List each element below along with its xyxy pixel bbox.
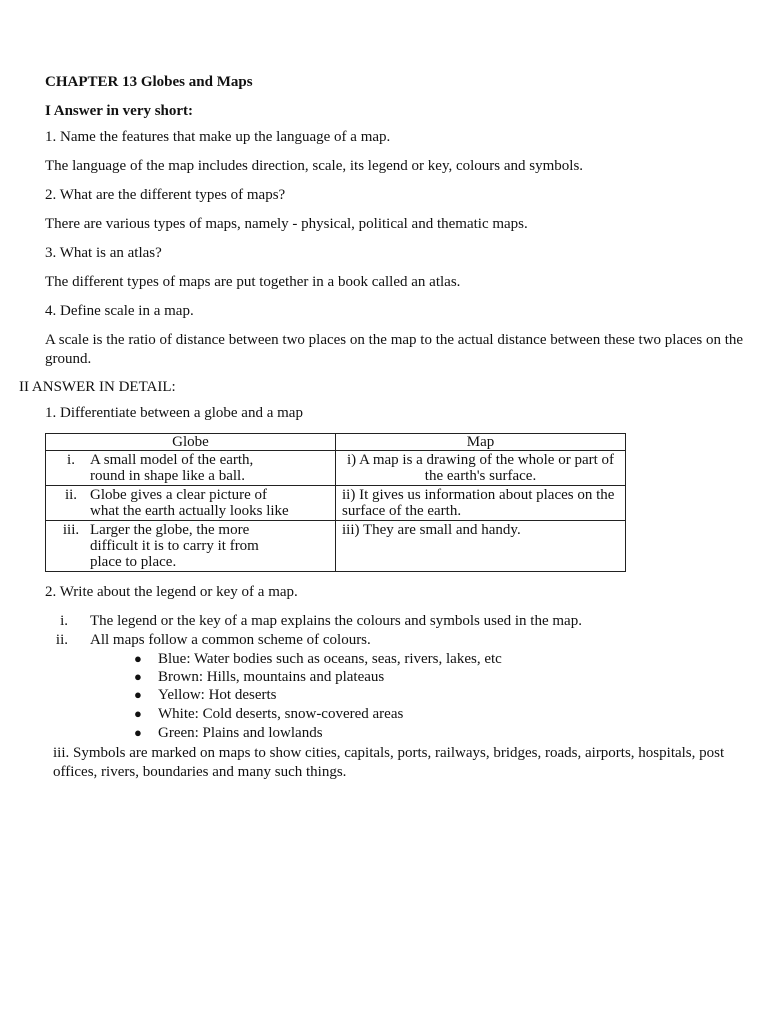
- table-cell-globe: [46, 486, 336, 521]
- globe-map-table: [45, 433, 626, 572]
- table-row: [46, 486, 626, 521]
- row-number: ii.: [64, 487, 78, 503]
- colour-item: White: Cold deserts, snow-covered areas: [158, 706, 404, 722]
- globe-text: Larger the globe, the more difficult it is to carry it from place to place.: [90, 522, 259, 570]
- colour-item: Yellow: Hot deserts: [158, 687, 277, 703]
- detail-question-2: 2. Write about the legend or key of a map.: [45, 584, 298, 600]
- answer-3: The different types of maps are put together in a book called an atlas.: [45, 274, 461, 290]
- bullet-icon: ●: [134, 725, 142, 740]
- table-cell-globe: [46, 521, 336, 572]
- table-cell-map: iii) They are small and handy.: [336, 521, 626, 572]
- table-cell-map: i) A map is a drawing of the whole or part of the earth's surface.: [336, 451, 626, 486]
- globe-text: A small model of the earth, round in shape like a ball.: [90, 452, 254, 484]
- detail-question-1: 1. Differentiate between a globe and a map: [45, 405, 303, 421]
- point-number: i.: [60, 613, 68, 629]
- section1-heading: I Answer in very short:: [45, 103, 194, 119]
- question-1: 1. Name the features that make up the language of a map.: [45, 129, 391, 145]
- colour-item: Blue: Water bodies such as oceans, seas, rivers, lakes, etc: [158, 651, 502, 667]
- table-header-globe: Globe: [46, 434, 336, 451]
- table-header-map: Map: [336, 434, 626, 451]
- point-number: ii.: [55, 632, 68, 648]
- row-number: iii.: [62, 522, 80, 538]
- bullet-icon: ●: [134, 669, 142, 684]
- question-3: 3. What is an atlas?: [45, 245, 162, 261]
- point-text: The legend or the key of a map explains the colours and symbols used in the map.: [90, 613, 582, 629]
- table-header-row: [46, 434, 626, 451]
- colour-item: Brown: Hills, mountains and plateaus: [158, 669, 385, 685]
- question-2: 2. What are the different types of maps?: [45, 187, 286, 203]
- point-text: All maps follow a common scheme of colours.: [90, 632, 371, 648]
- bullet-icon: ●: [134, 706, 142, 721]
- section2-heading: II ANSWER IN DETAIL:: [19, 379, 176, 395]
- table-row: [46, 451, 626, 486]
- point-3: iii. Symbols are marked on maps to show cities, capitals, ports, railways, bridges, roads, airports, hospitals, post offices, rivers, boundaries and many such things.: [53, 745, 725, 780]
- bullet-icon: ●: [134, 651, 142, 666]
- answer-1: The language of the map includes direction, scale, its legend or key, colours and symbols.: [45, 158, 584, 174]
- answer-2: There are various types of maps, namely - physical, political and thematic maps.: [45, 216, 528, 232]
- answer-4: A scale is the ratio of distance between two places on the map to the actual distance between these two places on the ground.: [45, 332, 744, 367]
- bullet-icon: ●: [134, 687, 142, 702]
- table-row: [46, 521, 626, 572]
- chapter-title: CHAPTER 13 Globes and Maps: [45, 74, 253, 90]
- table-cell-globe: [46, 451, 336, 486]
- table-cell-map: ii) It gives us information about places on the surface of the earth.: [336, 486, 626, 521]
- globe-text: Globe gives a clear picture of what the earth actually looks like: [90, 487, 289, 519]
- question-4: 4. Define scale in a map.: [45, 303, 194, 319]
- colour-item: Green: Plains and lowlands: [158, 725, 323, 741]
- row-number: i.: [67, 452, 75, 468]
